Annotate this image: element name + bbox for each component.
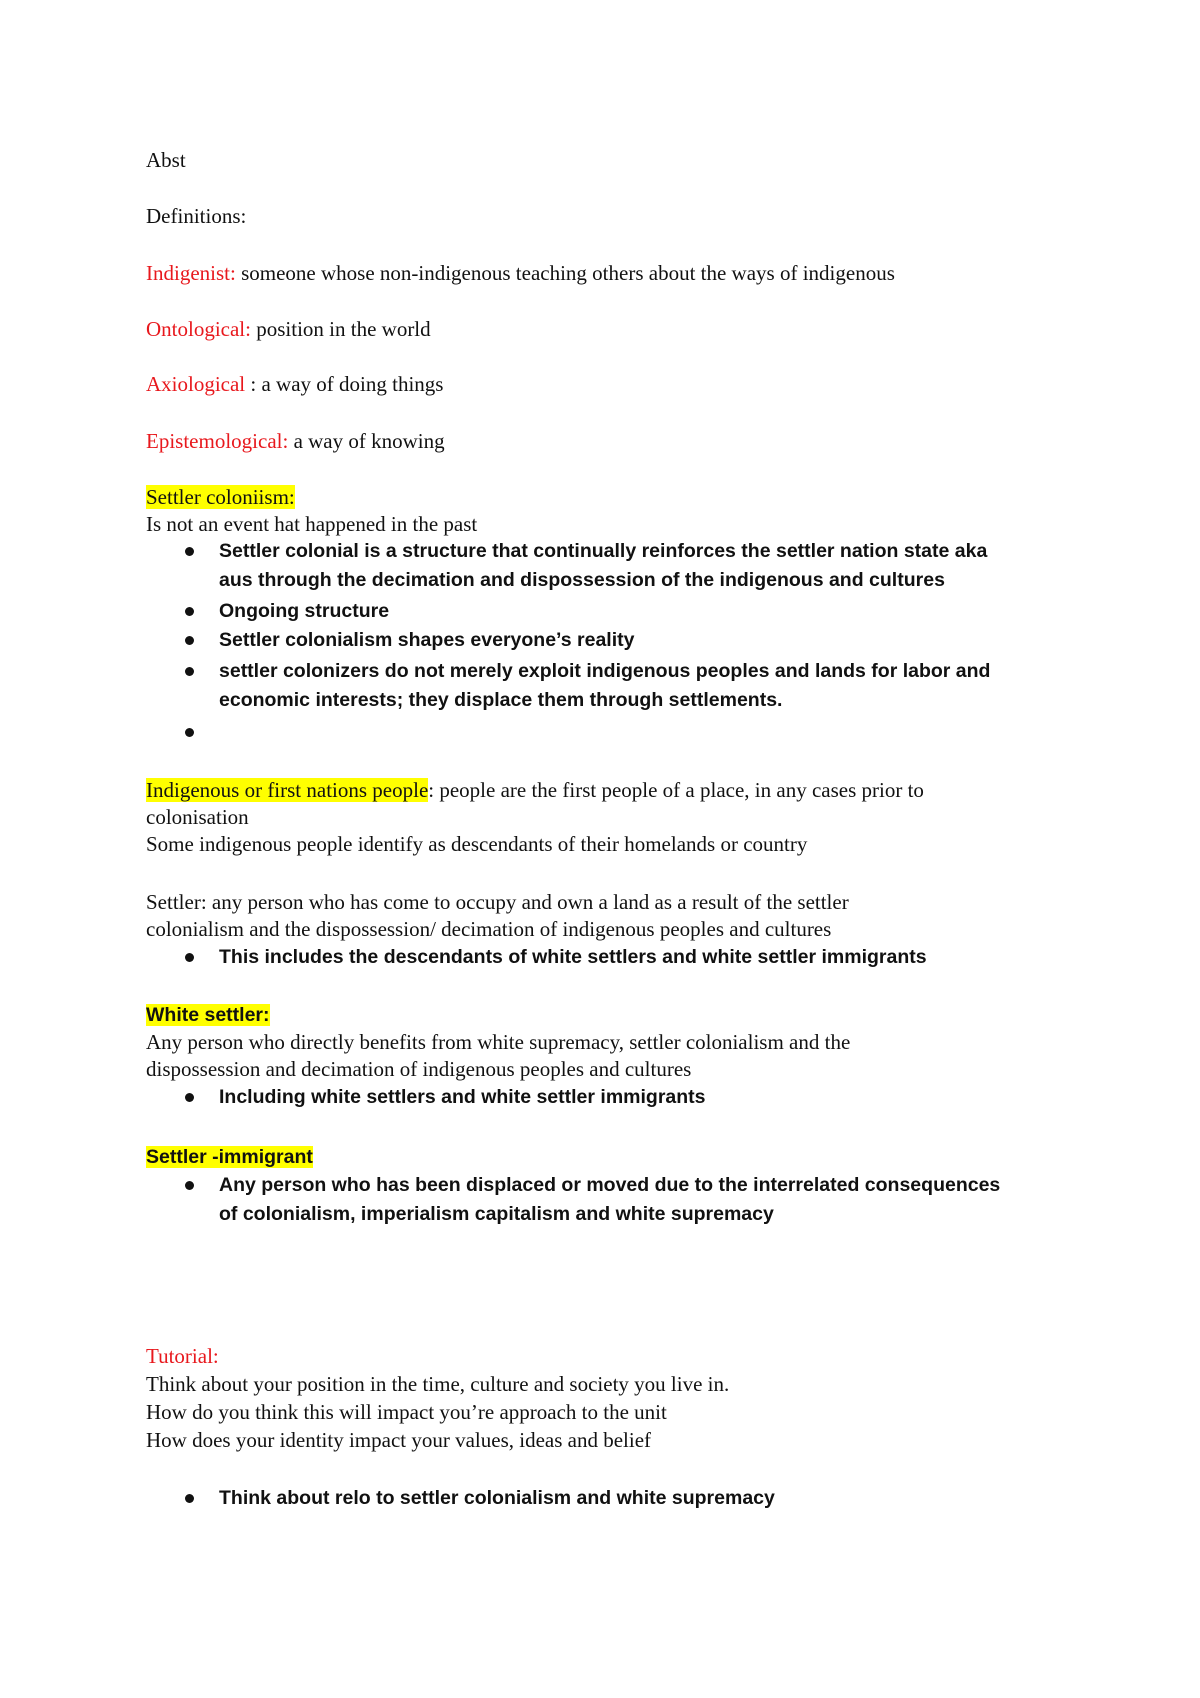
- term-label: Ontological:: [146, 317, 251, 341]
- indigenous-note: Some indigenous people identify as descendants of their homelands or country: [146, 832, 808, 856]
- bullet-text: aus through the decimation and dispossession of the indigenous and cultures: [219, 569, 945, 591]
- bullet-icon: [185, 547, 194, 556]
- bullet-text: Ongoing structure: [219, 600, 390, 622]
- bullet-text: Including white settlers and white settler immigrants: [219, 1086, 706, 1108]
- term-definition: : a way of doing things: [250, 372, 444, 396]
- bullet-text: Think about relo to settler colonialism and white supremacy: [219, 1487, 775, 1509]
- term-definition: someone whose non-indigenous teaching others about the ways of indigenous: [235, 261, 895, 285]
- white-settler-heading: [146, 1001, 270, 1029]
- bullet-icon: [185, 728, 194, 737]
- term-definition: : people are the first people of a place, in any cases prior to: [428, 778, 924, 802]
- highlighted-heading: White settler:: [146, 1004, 270, 1026]
- highlighted-term: Indigenous or first nations people: [146, 778, 429, 802]
- term-definition: position in the world: [250, 317, 431, 341]
- definition-axiological: [146, 370, 443, 398]
- bullet-text: Settler colonialism shapes everyone’s reality: [219, 629, 635, 651]
- definition-indigenist: [146, 259, 895, 287]
- term-label: Indigenist:: [146, 261, 236, 285]
- indigenous-definition-cont: colonisation: [146, 805, 249, 829]
- definitions-label: Definitions:: [146, 204, 247, 228]
- bullet-text: economic interests; they displace them through settlements.: [219, 689, 783, 711]
- term-label: Epistemological:: [146, 429, 289, 453]
- bullet-icon: [185, 667, 194, 676]
- bullet-text: settler colonizers do not merely exploit indigenous peoples and lands for labor and: [219, 660, 991, 682]
- bullet-text: of colonialism, imperialism capitalism and white supremacy: [219, 1203, 774, 1225]
- settler-definition-cont: colonialism and the dispossession/ decimation of indigenous peoples and cultures: [146, 917, 832, 941]
- bullet-text: This includes the descendants of white settlers and white settler immigrants: [219, 946, 927, 968]
- settler-colonialism-intro: Is not an event hat happened in the past: [146, 512, 478, 536]
- bullet-icon: [185, 636, 194, 645]
- definition-epistemological: [146, 427, 445, 455]
- white-settler-definition: Any person who directly benefits from white supremacy, settler colonialism and the: [146, 1030, 851, 1054]
- bullet-text: Any person who has been displaced or moved due to the interrelated consequences: [219, 1174, 1001, 1196]
- settler-definition: Settler: any person who has come to occupy and own a land as a result of the settler: [146, 890, 849, 914]
- indigenous-definition: [146, 776, 924, 804]
- bullet-icon: [185, 953, 194, 962]
- bullet-icon: [185, 1494, 194, 1503]
- term-definition: a way of knowing: [288, 429, 445, 453]
- tutorial-heading: Tutorial:: [146, 1344, 219, 1368]
- highlighted-heading: Settler -immigrant: [146, 1146, 313, 1168]
- tutorial-question: How do you think this will impact you’re approach to the unit: [146, 1400, 667, 1424]
- highlighted-heading: Settler coloniism:: [146, 485, 295, 509]
- bullet-text: Settler colonial is a structure that continually reinforces the settler nation state aka: [219, 540, 988, 562]
- bullet-icon: [185, 607, 194, 616]
- term-label: Axiological: [146, 372, 251, 396]
- tutorial-question: How does your identity impact your values, ideas and belief: [146, 1428, 652, 1452]
- settler-colonialism-heading: [146, 483, 295, 511]
- settler-immigrant-heading: [146, 1143, 313, 1171]
- definition-ontological: [146, 315, 431, 343]
- tutorial-question: Think about your position in the time, culture and society you live in.: [146, 1372, 730, 1396]
- white-settler-definition-cont: dispossession and decimation of indigenous peoples and cultures: [146, 1057, 692, 1081]
- bullet-icon: [185, 1093, 194, 1102]
- bullet-icon: [185, 1181, 194, 1190]
- document-heading: Abst: [146, 148, 186, 172]
